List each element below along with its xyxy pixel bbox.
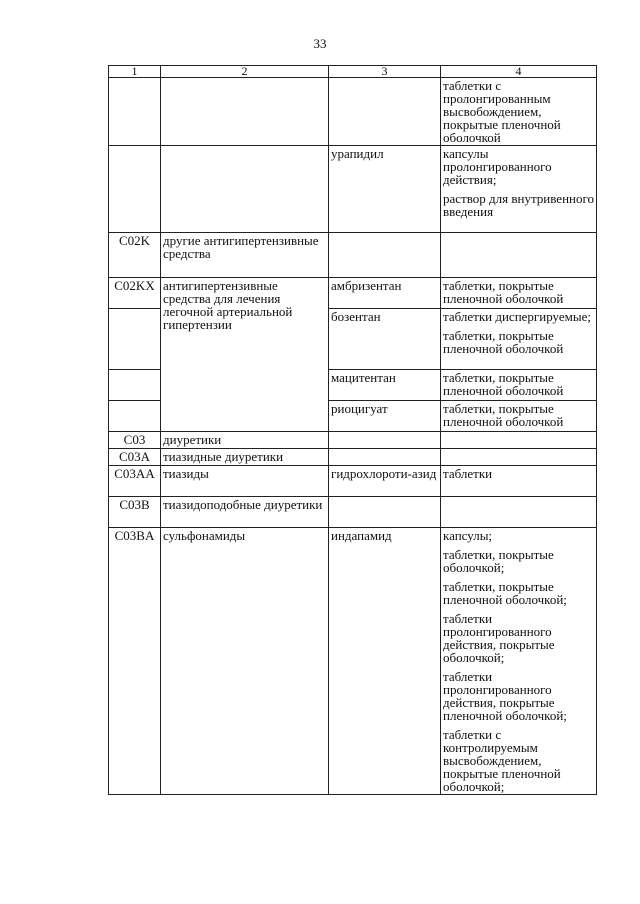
table-row (109, 78, 597, 146)
atc-code-cell: C03A (109, 449, 161, 466)
atc-code-cell: C03 (109, 432, 161, 449)
group-name-cell (161, 146, 329, 233)
atc-code-cell (109, 370, 161, 401)
dosage-form: таблетки пролонгированного действия, покрытые пленочной оболочкой; (443, 669, 567, 723)
dosage-form: капсулы; (443, 528, 493, 543)
group-name-cell: сульфонамиды (161, 528, 329, 795)
dosage-forms-cell (441, 497, 597, 528)
table-row (109, 432, 597, 449)
table-header-row (109, 66, 597, 78)
drug-name-cell: риоцигуат (329, 401, 441, 432)
table-row (109, 528, 597, 795)
dosage-form: таблетки, покрытые пленочной оболочкой (443, 278, 564, 306)
drug-name-cell: мацитентан (329, 370, 441, 401)
dosage-forms-cell (441, 466, 597, 497)
drug-name-cell: амбризентан (329, 278, 441, 309)
dosage-form: таблетки с пролонгированным высвобождением, покрытые пленочной оболочкой (443, 78, 561, 145)
dosage-form: таблетки (443, 466, 493, 481)
drug-name-cell: индапамид (329, 528, 441, 795)
table-row (109, 497, 597, 528)
group-name-cell: антигипертензивные средства для лечения легочной артериальной гипертензии (161, 278, 329, 432)
group-name-cell: диуретики (161, 432, 329, 449)
dosage-forms-cell (441, 78, 597, 146)
dosage-forms-cell (441, 278, 597, 309)
atc-code-cell: C03AA (109, 466, 161, 497)
drug-name-cell (329, 233, 441, 278)
dosage-forms-cell (441, 401, 597, 432)
dosage-forms-cell (441, 432, 597, 449)
column-header: 2 (161, 66, 329, 78)
dosage-form: таблетки пролонгированного действия, покрытые оболочкой; (443, 611, 555, 665)
atc-code-cell (109, 309, 161, 370)
group-name-cell: другие антигипертензивные средства (161, 233, 329, 278)
dosage-form: таблетки, покрытые оболочкой; (443, 547, 554, 575)
dosage-form: раствор для внутривенного введения (443, 191, 594, 219)
drug-name-cell (329, 78, 441, 146)
dosage-forms-cell (441, 528, 597, 795)
atc-code-cell: C03BA (109, 528, 161, 795)
atc-code-cell: C02K (109, 233, 161, 278)
dosage-form: таблетки, покрытые пленочной оболочкой (443, 370, 564, 398)
dosage-form: таблетки, покрытые пленочной оболочкой (443, 328, 564, 356)
table-row (109, 278, 597, 309)
dosage-forms-cell (441, 233, 597, 278)
column-header: 1 (109, 66, 161, 78)
drug-name-cell (329, 432, 441, 449)
drug-name-cell: урапидил (329, 146, 441, 233)
dosage-form: таблетки с контролируемым высвобождением, покрытые пленочной оболочкой; (443, 727, 561, 794)
group-name-cell (161, 78, 329, 146)
dosage-form: капсулы пролонгированного действия; (443, 146, 552, 187)
atc-code-cell (109, 146, 161, 233)
atc-code-cell (109, 78, 161, 146)
group-name-cell: тиазидные диуретики (161, 449, 329, 466)
table-row (109, 466, 597, 497)
table-row (109, 146, 597, 233)
group-name-cell: тиазиды (161, 466, 329, 497)
column-header: 3 (329, 66, 441, 78)
atc-code-cell (109, 401, 161, 432)
page-number: 33 (313, 36, 327, 51)
drug-name-cell (329, 497, 441, 528)
atc-code-cell: C02KX (109, 278, 161, 309)
table-row (109, 233, 597, 278)
drug-name-cell: бозентан (329, 309, 441, 370)
dosage-forms-cell (441, 309, 597, 370)
drug-table (108, 65, 597, 795)
dosage-forms-cell (441, 449, 597, 466)
dosage-form: таблетки, покрытые пленочной оболочкой (443, 401, 564, 429)
drug-name-cell: гидрохлороти-азид (329, 466, 441, 497)
group-name-cell: тиазидоподобные диуретики (161, 497, 329, 528)
dosage-form: таблетки диспергируемые; (443, 309, 591, 324)
column-header: 4 (441, 66, 597, 78)
dosage-forms-cell (441, 370, 597, 401)
dosage-forms-cell (441, 146, 597, 233)
drug-name-cell (329, 449, 441, 466)
dosage-form: таблетки, покрытые пленочной оболочкой; (443, 579, 567, 607)
table-row (109, 449, 597, 466)
atc-code-cell: C03B (109, 497, 161, 528)
